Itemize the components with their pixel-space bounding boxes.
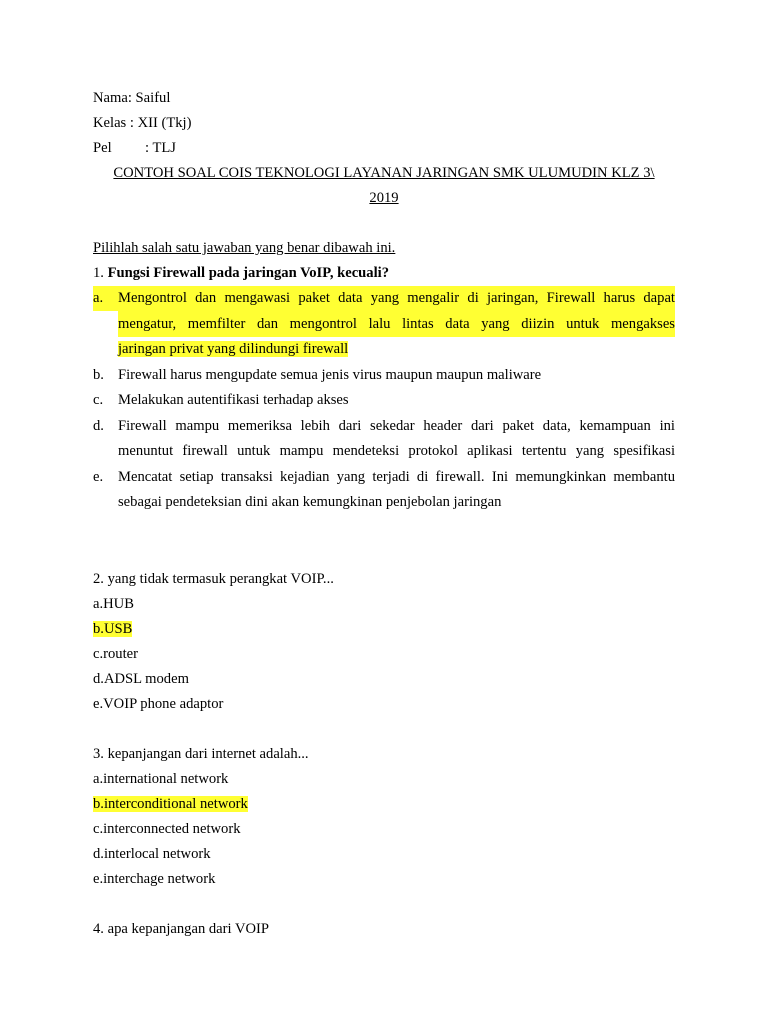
question-4-text: 4. apa kepanjangan dari VOIP	[93, 920, 270, 937]
student-subject	[93, 136, 675, 161]
document-title-line2: 2019	[369, 190, 399, 206]
option-line: Mencatat setiap transaksi kejadian yang terjadi di firewall. Ini memungkinkan membantu	[118, 468, 675, 485]
option-text	[118, 465, 675, 516]
option-text	[118, 388, 675, 414]
instruction-text: Pilihlah salah satu jawaban yang benar dibawah ini.	[93, 240, 396, 256]
spacer	[93, 211, 675, 236]
question-3-option-a: a.international network	[93, 770, 229, 787]
question-1	[93, 261, 675, 286]
spacer	[93, 516, 675, 567]
question-2-option-c: c.router	[93, 645, 138, 662]
question-2-option-d: d.ADSL modem	[93, 670, 189, 687]
question-1-option-e	[93, 465, 675, 516]
question-3-option-c: c.interconnected network	[93, 820, 241, 837]
document-page	[93, 86, 675, 942]
spacer	[93, 892, 675, 917]
option-line: Mengontrol dan mengawasi paket data yang mengalir di jaringan, Firewall harus dapat	[118, 286, 675, 312]
spacer	[93, 717, 675, 742]
question-2-option-a: a.HUB	[93, 595, 134, 612]
question-1-text: Fungsi Firewall pada jaringan VoIP, kecuali?	[107, 265, 390, 281]
question-2-option-e: e.VOIP phone adaptor	[93, 695, 224, 712]
question-3-option-e: e.interchage network	[93, 870, 216, 887]
option-text	[118, 363, 675, 389]
option-letter: e.	[93, 468, 104, 485]
question-3-option-b	[93, 792, 675, 817]
option-letter: d.	[93, 417, 104, 434]
option-line: menuntut firewall untuk mampu mendeteksi protokol aplikasi tertentu yang spesifikasi	[118, 443, 675, 459]
question-3-text: 3. kepanjangan dari internet adalah...	[93, 745, 309, 762]
question-3-option-d: d.interlocal network	[93, 845, 211, 862]
question-1-option-b	[93, 363, 675, 389]
subject-value: : TLJ	[145, 140, 176, 156]
answer-highlight: b.interconditional network	[93, 795, 248, 812]
answer-highlight: b.USB	[93, 620, 133, 637]
option-line: Firewall harus mengupdate semua jenis virus maupun maupun maliware	[118, 366, 542, 383]
option-line: jaringan privat yang dilindungi firewall	[118, 341, 349, 357]
option-letter: c.	[93, 392, 104, 408]
question-2-text: 2. yang tidak termasuk perangkat VOIP...	[93, 570, 334, 587]
option-line: Melakukan autentifikasi terhadap akses	[118, 392, 349, 408]
question-1-number: 1.	[93, 265, 104, 281]
option-line: mengatur, memfilter dan mengontrol lalu lintas data yang diizin untuk mengakses	[118, 312, 675, 338]
document-title-line1: CONTOH SOAL COIS TEKNOLOGI LAYANAN JARINGAN SMK ULUMUDIN KLZ 3\	[113, 165, 655, 181]
option-text	[118, 286, 675, 363]
option-line: sebagai pendeteksian dini akan kemungkinan penjebolan jaringan	[118, 494, 502, 510]
option-line: Firewall mampu memeriksa lebih dari sekedar header dari paket data, kemampuan ini	[118, 417, 675, 434]
question-2-option-b	[93, 617, 675, 642]
question-1-option-d	[93, 414, 675, 465]
option-text	[118, 414, 675, 465]
question-1-option-a	[93, 286, 675, 363]
student-name: Nama: Saiful	[93, 90, 171, 106]
option-letter: b.	[93, 366, 104, 383]
question-1-option-c	[93, 388, 675, 414]
student-class: Kelas : XII (Tkj)	[93, 115, 192, 131]
option-letter: a.	[93, 286, 118, 311]
subject-label: Pel	[93, 140, 112, 156]
